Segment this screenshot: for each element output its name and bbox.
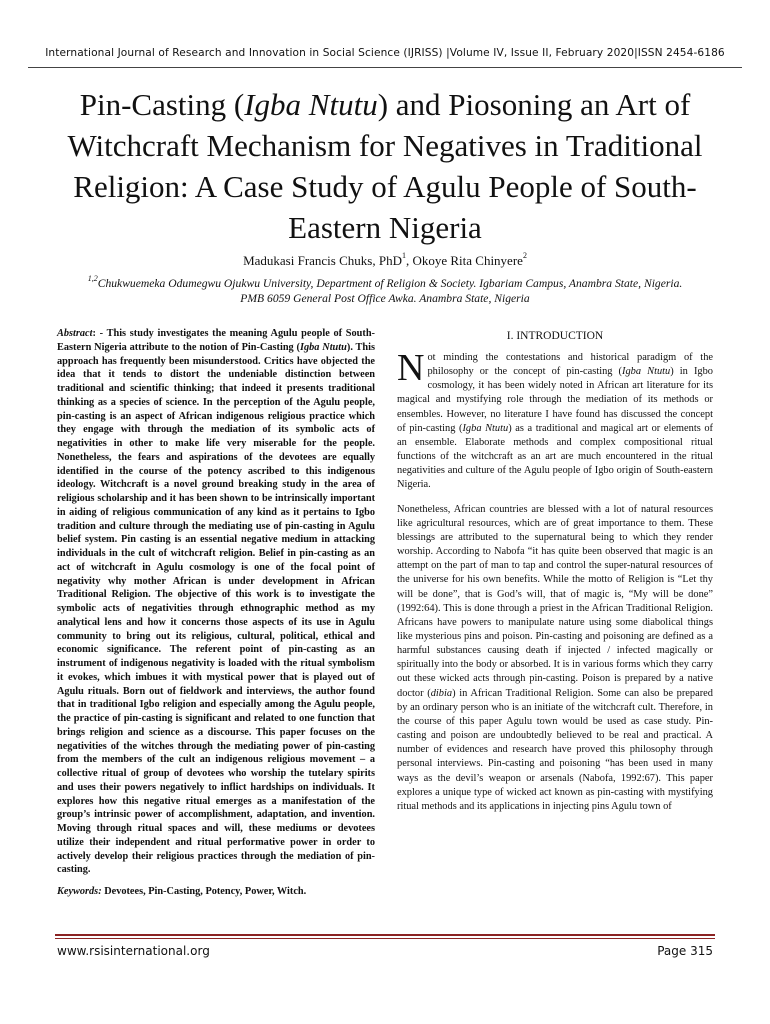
keywords-text: Devotees, Pin-Casting, Potency, Power, Witch.: [101, 886, 307, 897]
abstract-paragraph: [57, 327, 375, 877]
affiliation-line-1: [55, 276, 715, 291]
intro-p1-italic-b: Igba Ntutu: [462, 422, 509, 434]
title-part1: Pin-Casting (: [79, 87, 245, 122]
intro-p1-b: ) in Igbo cosmology, it has been widely noted in African art literature for its magical and mystifying role through the mediation of its methods or ensembles. However, no literature I have found has discussed the concept of pin-casting (: [397, 366, 713, 434]
header-divider: [28, 67, 742, 68]
author-list: [40, 253, 730, 269]
affiliation-line-2: PMB 6059 General Post Office Awka. Anambra State, Nigeria: [240, 292, 530, 305]
abstract-italic: Igba Ntutu: [299, 341, 347, 353]
author-2: Okoye Rita Chinyere: [412, 253, 523, 268]
intro-p2-a: Nonetheless, African countries are blessed with a lot of natural resources like agricultural resources, which are of great importance to them. These blessings are attributed to the supernatural being to which they render worship. According to Nabofa “it has quite been observed that magic is an attempt on the part of man to tap and control the super-natural resources of the universe for his own benefits. While the motto of Religion is “Let thy will be done”, that is God’s will, that of magic is, “My will be done” (1992:64). This is done through a priest in the African Traditional Religion. Africans have powers to manipulate nature using some diabolical things like mysterious pins and poison. Pin-casting and poisoning are defined as a harmful substances causing death if injected / infected magically or spiritually into the body or absorbed. It is in various forms which they carry out these wicked acts through pin-casting. Poison is prepared by a native doctor (: [397, 503, 713, 699]
paper-title: [40, 84, 730, 248]
footer-divider-thin: [55, 938, 715, 939]
title-part2: ) and Piosoning an Art of Witchcraft Mechanism for Negatives in Traditional Religion: A Case Study of Agulu People of South-Eastern Nigeria: [67, 87, 703, 245]
abstract-text-2: ). This approach has frequently been misunderstood. Critics have objected the idea that it tends to distort the undeniable distinction between traditional and scientific thinking; that indeed it presents traditional thinking as a species of science. In the perception of the Agulu people, pin-casting is an aspect of African indigenous religious practice which they engage with through the mediation of its symbolic acts of negativities in other to make life very miserable for the people. Nonetheless, the fears and aspirations of the devotees are equally identified in the course of the potency ascribed to this indigenous ideology. Witchcraft is a novel ground breaking study in the area of religious scholarship and it has been shown to be intrinsically important in aiding of religious communication of any kind as it pertains to Igbo tradition and culture through the mediating use of pin-casting in Agulu belief system. Pin casting is an essential negative medium in attacking individuals in the cult of witchcraft religion. Belief in pin-casting as an act of witchcraft in Agulu cosmology is one of the focal point of negativity why mother African is under development in African Traditional Religion. The objective of this work is to investigate the symbolic acts of negativities through ethnographic method as my analytical lens and how it concerns those aspects of its use in Agulu community to bring out its religious, cultural, political, ethical and economic significance. The referent point of pin-casting as an instrument of indigenous negativity is loaded with the ritual symbolism it evokes, which imbues it with mystical power that is played out of Agulu rituals. Born out of fieldwork and interviews, the author found that in traditional Igbo religion and especially among the Agulu people, the practice of pin-casting is significant and related to one function that brings religion and science as a discourse. This paper focuses on the negativities of the witches through the mediating power of pin-casting from the members of the cult an indigenous religious movement – a collective ritual of group of devotees who worship the tutelary spirits and uses their powers negatively to inflict hardships on individuals. It explores how this negative ritual emerges as a manifestation of the group’s intrinsic power of accomplishment, adaptation, and invention. Moving through ritual spaces and will, these mediums or devotees utilize their independent and ritual performative power in order to actively develop their religious practices through the mediation of pin-casting.: [57, 341, 376, 876]
abstract-label: Abstract: [57, 328, 93, 339]
intro-p2-b: ) in African Traditional Religion. Some can also be prepared by an ordinary person who is an initiate of the witchcraft cult. Therefore, in the course of this paper Agulu town would be used as case study. Pin-casting and poison are undoubtedly believed to be real and practical. A number of evidences and research have proved this philosophy through personal interviews. Pin-casting and poisoning “has been used in many ways as the devil’s weapon or arsenals (Nabofa, 1992:67). This paper explores a unique type of wicked act known as pin-casting with mystifying ritual methods and its applications in injecting pins Agulu town of: [397, 687, 713, 812]
intro-p1-c: ) as a traditional and magical art or elements of an ensemble. Elaborate methods and complex compositional ritual functions of the witchcraft as an art are much encountered in the ritual negativities and culture of the Agulu people of Igbo origin of South-eastern Nigeria.: [397, 422, 713, 491]
intro-paragraph-1: [397, 347, 713, 493]
intro-p2-italic: dibia: [430, 687, 453, 699]
keywords-label: Keywords:: [57, 886, 102, 897]
intro-p1-italic-a: Igba Ntutu: [622, 366, 671, 378]
introduction-column: [397, 329, 713, 814]
footer-url[interactable]: www.rsisinternational.org: [57, 944, 210, 958]
author-1-sup: 1: [401, 251, 406, 260]
footer-divider-thick: [55, 934, 715, 936]
section-heading: I. INTRODUCTION: [506, 330, 604, 342]
journal-header: International Journal of Research and Innovation in Social Science (IJRISS) |Volume IV, Issue II, February 2020|ISSN 2454-6186: [45, 47, 725, 59]
intro-p1-a: ot minding the contestations and historical paradigm of the philosophy or the concept of pin-casting (: [427, 352, 713, 378]
author-2-sup: 2: [522, 251, 527, 260]
abstract-column: [57, 327, 375, 899]
affiliation-text-1: Chukwuemeka Odumegwu Ojukwu University, Department of Religion & Society. Igbariam Campus, Anambra State, Nigeria.: [97, 277, 683, 290]
intro-paragraph-2: [397, 503, 713, 814]
affiliation-sup: 1,2: [87, 274, 98, 283]
affiliation: [55, 276, 715, 306]
author-separator: ,: [405, 253, 413, 268]
keywords: [57, 885, 375, 899]
drop-cap: N: [397, 347, 425, 389]
abstract-text-1: : - This study investigates the meaning Agulu people of South-Eastern Nigeria attribute to the notion of Pin-Casting (: [57, 328, 375, 353]
page-number: Page 315: [657, 944, 713, 958]
title-italic: Igba Ntutu: [244, 87, 378, 122]
author-1: Madukasi Francis Chuks, PhD: [243, 253, 402, 268]
